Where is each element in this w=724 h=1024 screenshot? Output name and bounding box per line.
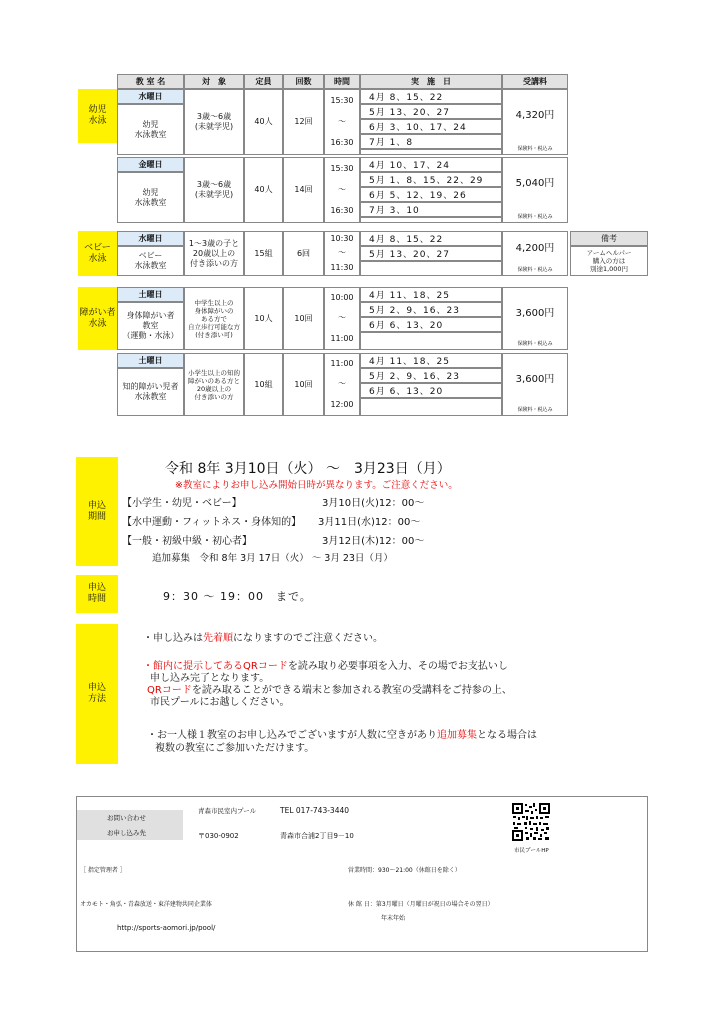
class-tax-note: 保険料・税込み bbox=[517, 214, 553, 220]
class-time bbox=[324, 231, 360, 276]
class-name: 知的障がい児者 水泳教室 bbox=[117, 368, 184, 416]
date-row: 4月 8、15、22 bbox=[360, 231, 502, 246]
apply-row-cat-3: 【一般・初級中級・初心者】 bbox=[122, 536, 252, 547]
apply-method-label: 申込 方法 bbox=[76, 624, 118, 764]
class-capacity: 10組 bbox=[244, 353, 283, 416]
class-fee: 3,600円 bbox=[515, 308, 555, 319]
class-target: 小学生以上の知的 障がいのある方と 20歳以上の 付き添いの方 bbox=[184, 353, 244, 416]
method-2a: を読み取り必要事項を入力、その場でお支払いし bbox=[287, 661, 508, 672]
class-count: 10回 bbox=[283, 353, 324, 416]
class-capacity: 10人 bbox=[244, 287, 283, 350]
apply-extra: 追加募集 令和 8年 3月 17日（火） ～ 3月 23日（月） bbox=[152, 553, 393, 564]
date-row: 6月 3、10、17、24 bbox=[360, 119, 502, 134]
method-4b: となる場合は bbox=[477, 730, 537, 741]
method-1b: になりますのでご注意ください。 bbox=[233, 633, 383, 644]
date-row: 4月 11、18、25 bbox=[360, 287, 502, 302]
header-class-name: 教 室 名 bbox=[117, 74, 184, 89]
date-row: 7月 3、10 bbox=[360, 202, 502, 217]
date-row: 6月 5、12、19、26 bbox=[360, 187, 502, 202]
class-name: 身体障がい者 教室 （運動・水泳） bbox=[117, 302, 184, 350]
date-row: 5月 2、9、16、23 bbox=[360, 368, 502, 383]
time-start: 10:30 bbox=[330, 234, 354, 244]
footer-manager: ［ 指定管理者 ］ bbox=[80, 867, 126, 874]
apply-row-cat-1: 【小学生・幼児・ベビー】 bbox=[122, 498, 242, 509]
class-count: 6回 bbox=[283, 231, 324, 276]
method-line-3b: 市民プールにお越しください。 bbox=[150, 697, 290, 708]
class-name: ベビー 水泳教室 bbox=[117, 246, 184, 276]
apply-time-label: 申込 時間 bbox=[76, 575, 118, 613]
class-fee: 3,600円 bbox=[515, 374, 555, 385]
header-count: 回数 bbox=[283, 74, 324, 89]
date-row: 5月 13、20、27 bbox=[360, 246, 502, 261]
method-1-red: 先着順 bbox=[203, 633, 233, 644]
class-tax-note: 保険料・税込み bbox=[517, 267, 553, 273]
footer-postal: 〒030-0902 bbox=[198, 832, 239, 840]
date-filler bbox=[360, 217, 502, 223]
method-4a: ・お一人様１教室のお申し込みでございますが人数に空きがあり bbox=[147, 730, 437, 741]
class-time bbox=[324, 353, 360, 416]
time-start: 15:30 bbox=[330, 95, 354, 105]
header-target: 対 象 bbox=[184, 74, 244, 89]
method-3a: を読み取ることができる端末と参加される教室の受講料をご持参の上、 bbox=[191, 685, 512, 696]
footer-hours: 営業時間：930～21:00（休館日を除く） bbox=[348, 867, 461, 874]
qr-caption: 市民プールHP bbox=[514, 848, 549, 854]
class-day: 土曜日 bbox=[117, 353, 184, 368]
class-fee: 5,040円 bbox=[515, 178, 555, 189]
apply-row-cat-2: 【水中運動・フィットネス・身体知的】 bbox=[122, 517, 302, 528]
apply-row-when-3: 3月12日(木)12：00～ bbox=[322, 536, 425, 547]
class-target: 中学生以上の 身体障がいの ある方で 自立歩行可能な方 (付き添い可) bbox=[184, 287, 244, 350]
group-label-baby: ベビー 水泳 bbox=[78, 231, 117, 276]
time-start: 11:00 bbox=[330, 359, 354, 369]
time-tilde: ～ bbox=[338, 248, 346, 258]
class-day: 水曜日 bbox=[117, 231, 184, 246]
footer-tel: TEL 017-743-3440 bbox=[280, 806, 350, 815]
class-capacity: 40人 bbox=[244, 89, 283, 155]
time-tilde: ～ bbox=[338, 184, 346, 194]
footer-closed: 休 館 日：第3月曜日（月曜日が祝日の場合その翌日） bbox=[348, 901, 494, 908]
class-tax-note: 保険料・税込み bbox=[517, 146, 553, 152]
time-end: 12:00 bbox=[330, 399, 354, 409]
time-end: 16:30 bbox=[330, 138, 354, 148]
header-time: 時間 bbox=[324, 74, 360, 89]
class-capacity: 15組 bbox=[244, 231, 283, 276]
class-count: 14回 bbox=[283, 157, 324, 223]
footer-address: 青森市合浦2丁目9－10 bbox=[280, 832, 354, 840]
date-row: 4月 10、17、24 bbox=[360, 157, 502, 172]
date-row: 7月 1、8 bbox=[360, 134, 502, 149]
class-day: 金曜日 bbox=[117, 157, 184, 172]
date-filler bbox=[360, 332, 502, 350]
class-tax-note: 保険料・税込み bbox=[517, 407, 553, 413]
class-day: 水曜日 bbox=[117, 89, 184, 104]
apply-time-text: 9：30 ～ 19：00 まで。 bbox=[163, 590, 312, 603]
time-end: 16:30 bbox=[330, 206, 354, 216]
time-end: 11:30 bbox=[330, 262, 354, 272]
apply-warning: ※教室によりお申し込み開始日時が異なります。ご注意ください。 bbox=[175, 480, 458, 491]
class-count: 12回 bbox=[283, 89, 324, 155]
time-tilde: ～ bbox=[338, 313, 346, 323]
date-row: 5月 1、8、15、22、29 bbox=[360, 172, 502, 187]
class-target: 3歳～6歳 (未就学児) bbox=[184, 157, 244, 223]
class-fee: 4,200円 bbox=[515, 243, 555, 254]
date-filler bbox=[360, 261, 502, 276]
class-fee: 4,320円 bbox=[515, 110, 555, 121]
method-2-red: ・館内に提示してあるQRコード bbox=[143, 661, 288, 672]
footer-facility: 青森市民室内プール bbox=[198, 807, 257, 815]
time-tilde: ～ bbox=[338, 379, 346, 389]
class-capacity: 40人 bbox=[244, 157, 283, 223]
date-row: 6月 6、13、20 bbox=[360, 383, 502, 398]
apply-period-label: 申込 期間 bbox=[76, 457, 118, 566]
class-day: 土曜日 bbox=[117, 287, 184, 302]
class-target: 1～3歳の子と 20歳以上の 付き添いの方 bbox=[184, 231, 244, 276]
class-name: 幼児 水泳教室 bbox=[117, 104, 184, 155]
method-4-red: 追加募集 bbox=[437, 730, 477, 741]
time-end: 11:00 bbox=[330, 333, 354, 343]
apply-row-when-1: 3月10日(火)12：00～ bbox=[322, 498, 425, 509]
footer-closed-2: 年末年始 bbox=[381, 915, 406, 922]
group-label-infant: 幼児 水泳 bbox=[78, 89, 117, 143]
header-dates: 実 施 日 bbox=[360, 74, 502, 89]
note-text: アームヘルパー 購入の方は 別途1,000円 bbox=[570, 246, 648, 276]
method-3-red: QRコード bbox=[147, 685, 192, 696]
date-filler bbox=[360, 398, 502, 416]
method-line-1 bbox=[143, 629, 383, 644]
date-row: 5月 13、20、27 bbox=[360, 104, 502, 119]
date-row: 4月 8、15、22 bbox=[360, 89, 502, 104]
footer-contact-2: お申し込み先 bbox=[107, 829, 146, 837]
method-line-2b: 申し込み完了となります。 bbox=[150, 673, 270, 684]
time-start: 10:00 bbox=[330, 293, 354, 303]
qr-code-icon[interactable] bbox=[511, 802, 551, 842]
class-time bbox=[324, 287, 360, 350]
class-time bbox=[324, 89, 360, 155]
date-row: 5月 2、9、16、23 bbox=[360, 302, 502, 317]
footer-url[interactable]: http://sports-aomori.jp/pool/ bbox=[117, 924, 216, 932]
method-line-4c: 複数の教室にご参加いただけます。 bbox=[155, 743, 315, 754]
time-tilde: ～ bbox=[338, 116, 346, 126]
note-title: 備考 bbox=[570, 231, 648, 246]
apply-row-when-2: 3月11日(水)12：00～ bbox=[318, 517, 421, 528]
class-count: 10回 bbox=[283, 287, 324, 350]
class-name: 幼児 水泳教室 bbox=[117, 172, 184, 223]
apply-headline: 令和 8年 3月10日（火） ～ 3月23日（月） bbox=[165, 461, 451, 477]
class-tax-note: 保険料・税込み bbox=[517, 341, 553, 347]
time-start: 15:30 bbox=[330, 163, 354, 173]
footer-contact-1: お問い合わせ bbox=[107, 814, 146, 822]
class-time bbox=[324, 157, 360, 223]
date-row: 4月 11、18、25 bbox=[360, 353, 502, 368]
header-capacity: 定員 bbox=[244, 74, 283, 89]
group-label-disability: 障がい者 水泳 bbox=[78, 287, 117, 350]
method-1a: ・申し込みは bbox=[143, 633, 203, 644]
header-fee: 受講料 bbox=[502, 74, 568, 89]
date-row: 6月 6、13、20 bbox=[360, 317, 502, 332]
footer-companies: オカモト・角弘・青森放送・東洋建物共同企業体 bbox=[80, 901, 212, 908]
date-filler bbox=[360, 149, 502, 155]
class-target: 3歳～6歳 (未就学児) bbox=[184, 89, 244, 155]
